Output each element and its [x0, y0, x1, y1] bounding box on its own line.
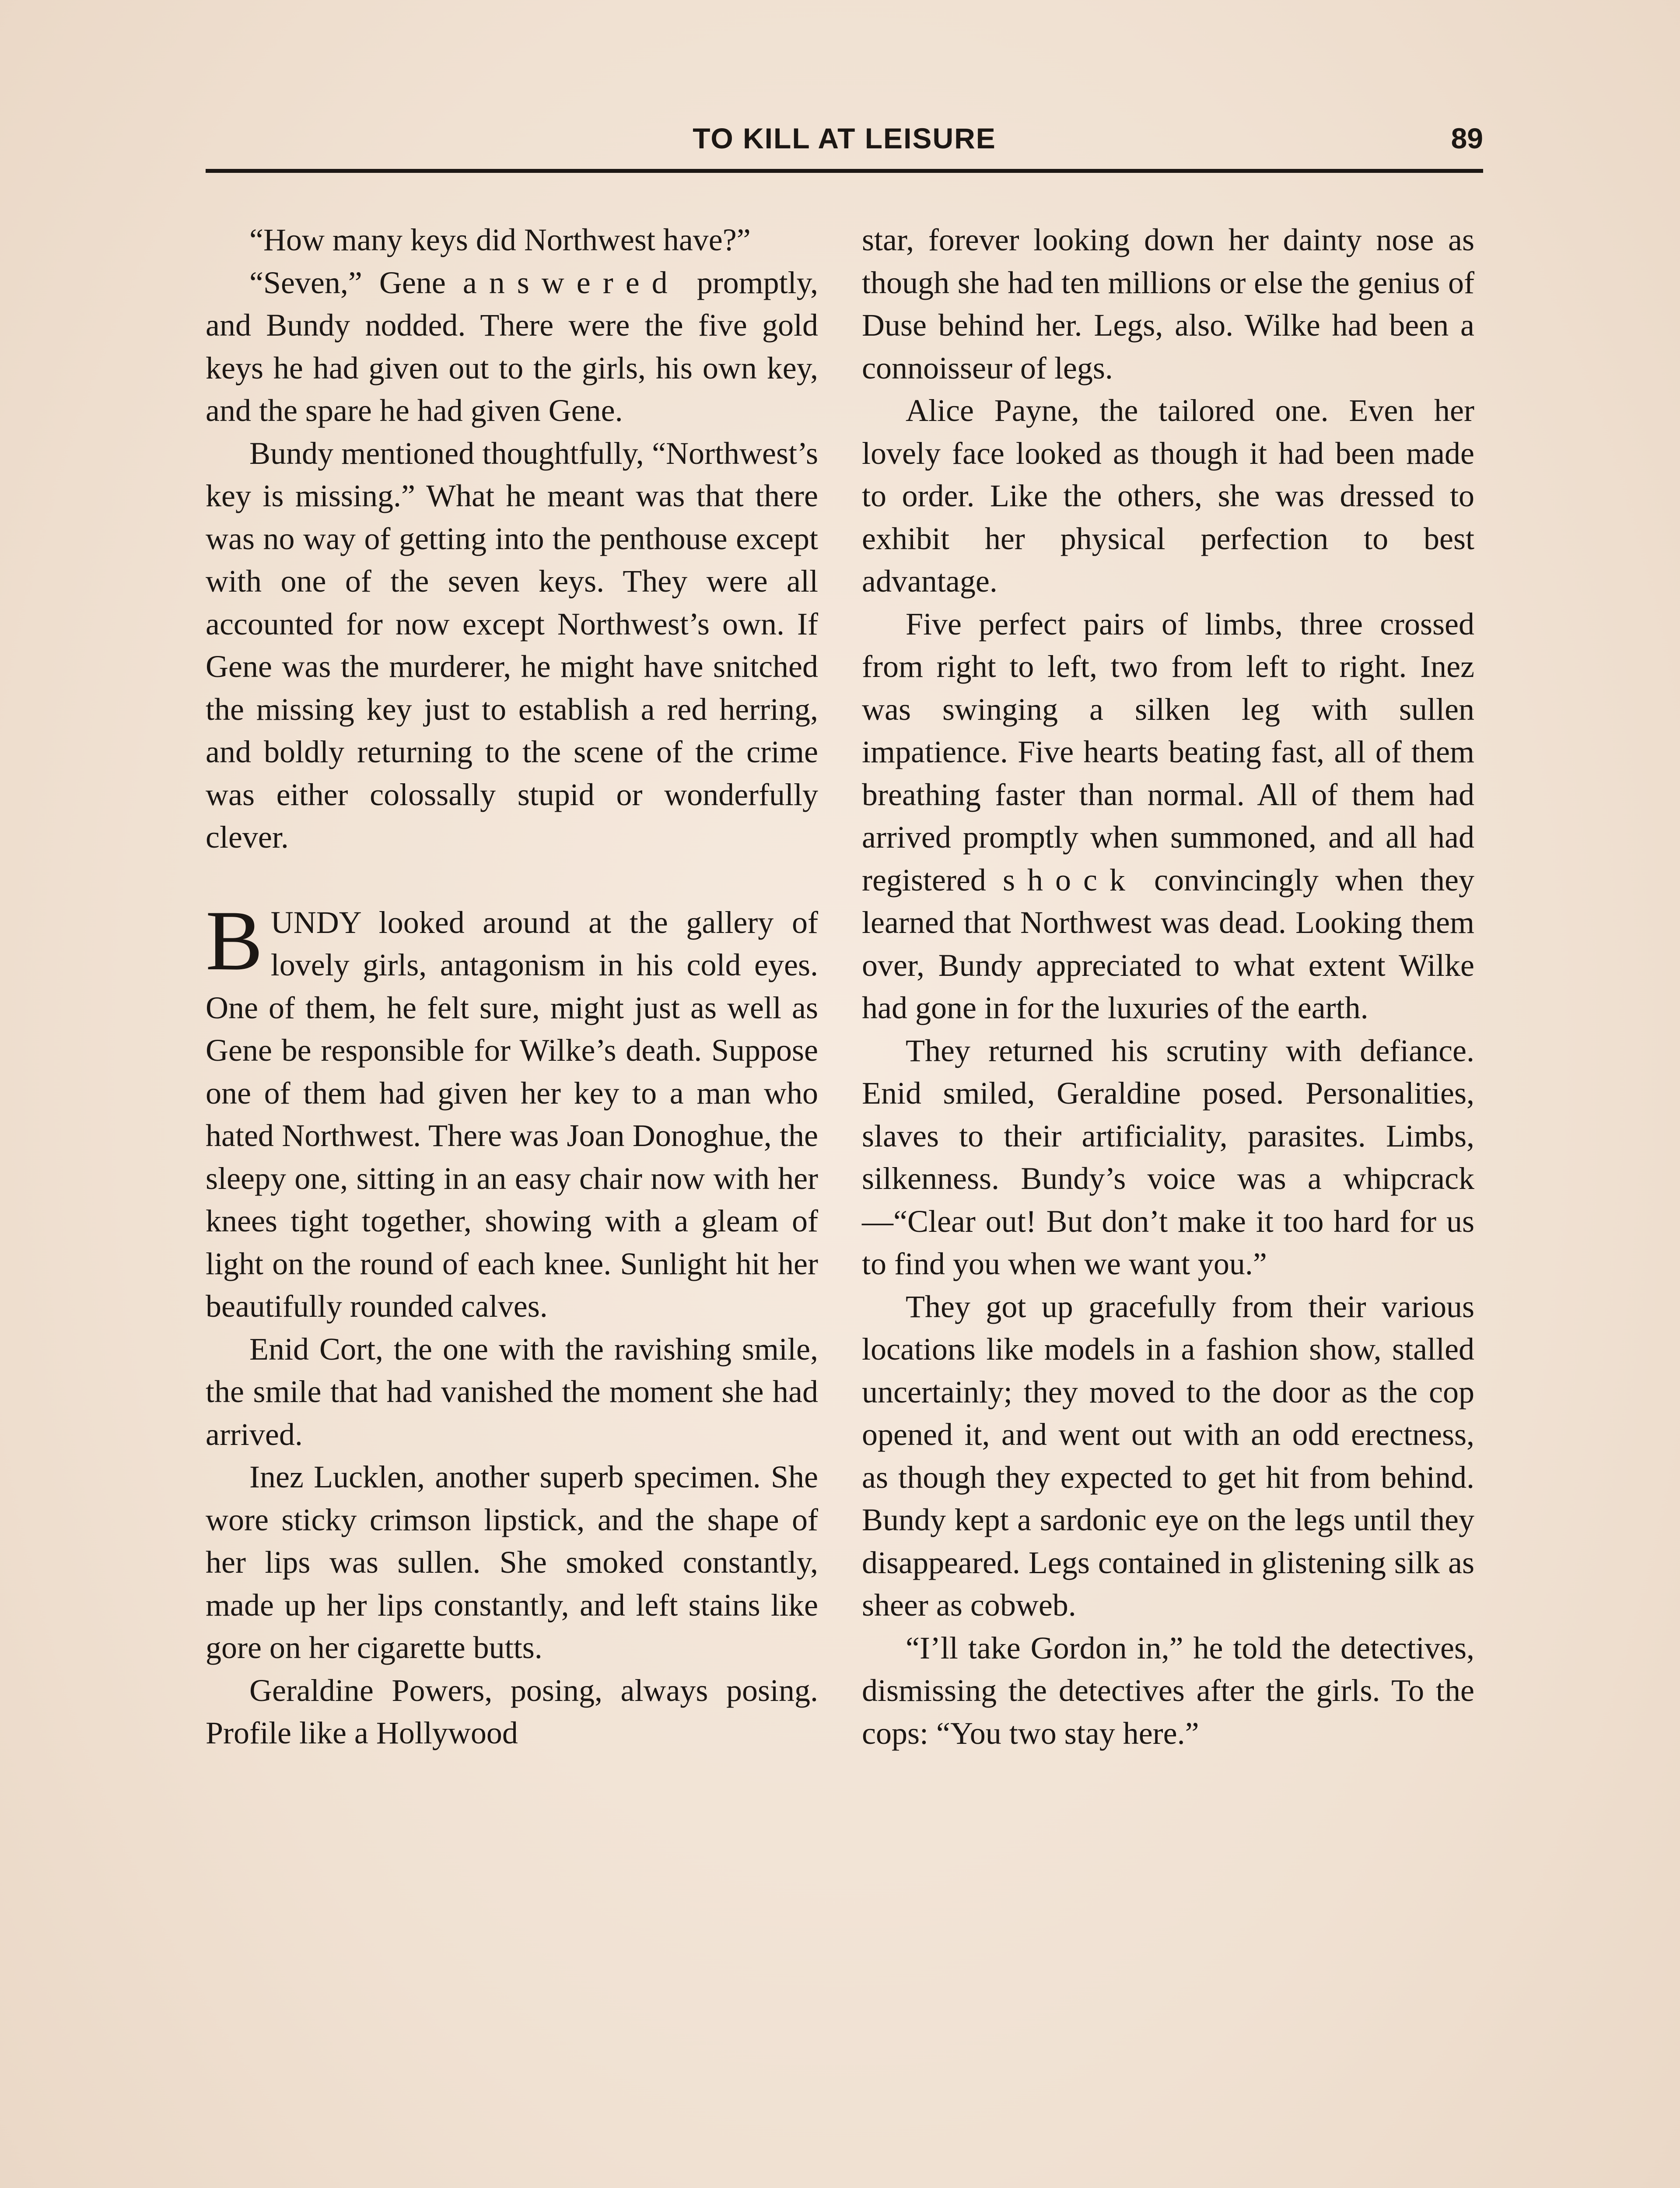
paragraph: Alice Payne, the tailored one. Even her lovely face looked as though it had been made to order. Like the others, she was dressed to exhibit her physical perfection to best advantage.	[862, 393, 1474, 599]
paragraph	[206, 262, 818, 432]
paragraph: “How many keys did Northwest have?”	[249, 222, 751, 257]
page-header	[206, 118, 1483, 166]
right-column	[862, 219, 1474, 1755]
paragraph: star, forever looking down her dainty nose as though she had ten millions or else the genius of Duse behind her. Legs, also. Wilke had been a connoisseur of legs.	[862, 222, 1474, 386]
section-start-paragraph	[206, 893, 818, 1328]
paragraph	[862, 603, 1474, 1030]
drop-cap: B	[206, 893, 263, 988]
page-number: 89	[1451, 122, 1483, 154]
paragraph: They returned his scrutiny with defiance. Enid smiled, Geraldine posed. Personalities, slaves to their artificiality, parasites. Limbs, silkenness. Bundy’s voice was a whipcrack—“Clear out! But don’t make it too hard for us to find you when we want you.”	[862, 1033, 1474, 1281]
text-run: Five perfect pairs of limbs, three crossed from right to left, two from left to right. Inez was swinging a silken leg with sullen impatience. Five hearts beating fast, all of them breathing faster than normal. All of them had arrived promptly when summoned, and all had registered	[862, 606, 1474, 898]
paragraph: “I’ll take Gordon in,” he told the detectives, dismissing the detectives after the girls. To the cops: “You two stay here.”	[862, 1630, 1474, 1751]
header-rule	[206, 169, 1483, 173]
paragraph: Enid Cort, the one with the ravishing smile, the smile that had vanished the moment she had arrived.	[206, 1331, 818, 1452]
spaced-word: answered	[462, 265, 680, 300]
paragraph: Geraldine Powers, posing, always posing. Profile like a Hollywood	[206, 1673, 818, 1750]
running-title: TO KILL AT LEISURE	[693, 122, 996, 154]
paragraph: Bundy mentioned thoughtfully, “Northwest’s key is missing.” What he meant was that there was no way of getting into the penthouse except with one of the seven keys. They were all accounted for now except Northwest’s own. If Gene was the murderer, he might have snitched the missing key just to establish a red herring, and boldly returning to the scene of the crime was either colossally stupid or wonderfully clever.	[206, 435, 818, 855]
text-run: “Seven,” Gene	[249, 265, 463, 300]
text-run: UNDY looked around at the gallery of lovely girls, antagonism in his cold eyes. One of them, he felt sure, might just as well as Gene be responsible for Wilke’s death. Suppose one of them had given her key to a man who hated Northwest. There was Joan Donoghue, the sleepy one, sitting in an easy chair now with her knees tight together, showing with a gleam of light on the round of each knee. Sunlight hit her beautifully rounded calves.	[206, 905, 818, 1324]
text-run: promptly, and Bundy nodded. There were the five gold keys he had given out to the girls, his own key, and the spare he had given Gene.	[206, 265, 819, 428]
left-column	[206, 219, 818, 1755]
paragraph: Inez Lucklen, another superb specimen. She wore sticky crimson lipstick, and the shape of her lips was sullen. She smoked constantly, made up her lips constantly, and left stains like gore on her cigarette butts.	[206, 1459, 818, 1665]
text-run: convincingly when they learned that Northwest was dead. Looking them over, Bundy appreciated to what extent Wilke had gone in for the luxuries of the earth.	[862, 862, 1474, 1025]
paragraph: They got up gracefully from their various locations like models in a fashion show, stalled uncertainly; they moved to the door as the cop opened it, and went out with an odd erectness, as though they expected to get hit from behind. Bundy kept a sardonic eye on the legs until they disappeared. Legs contained in glistening silk as sheer as cobweb.	[862, 1289, 1474, 1623]
spaced-word: shock	[1002, 862, 1138, 898]
